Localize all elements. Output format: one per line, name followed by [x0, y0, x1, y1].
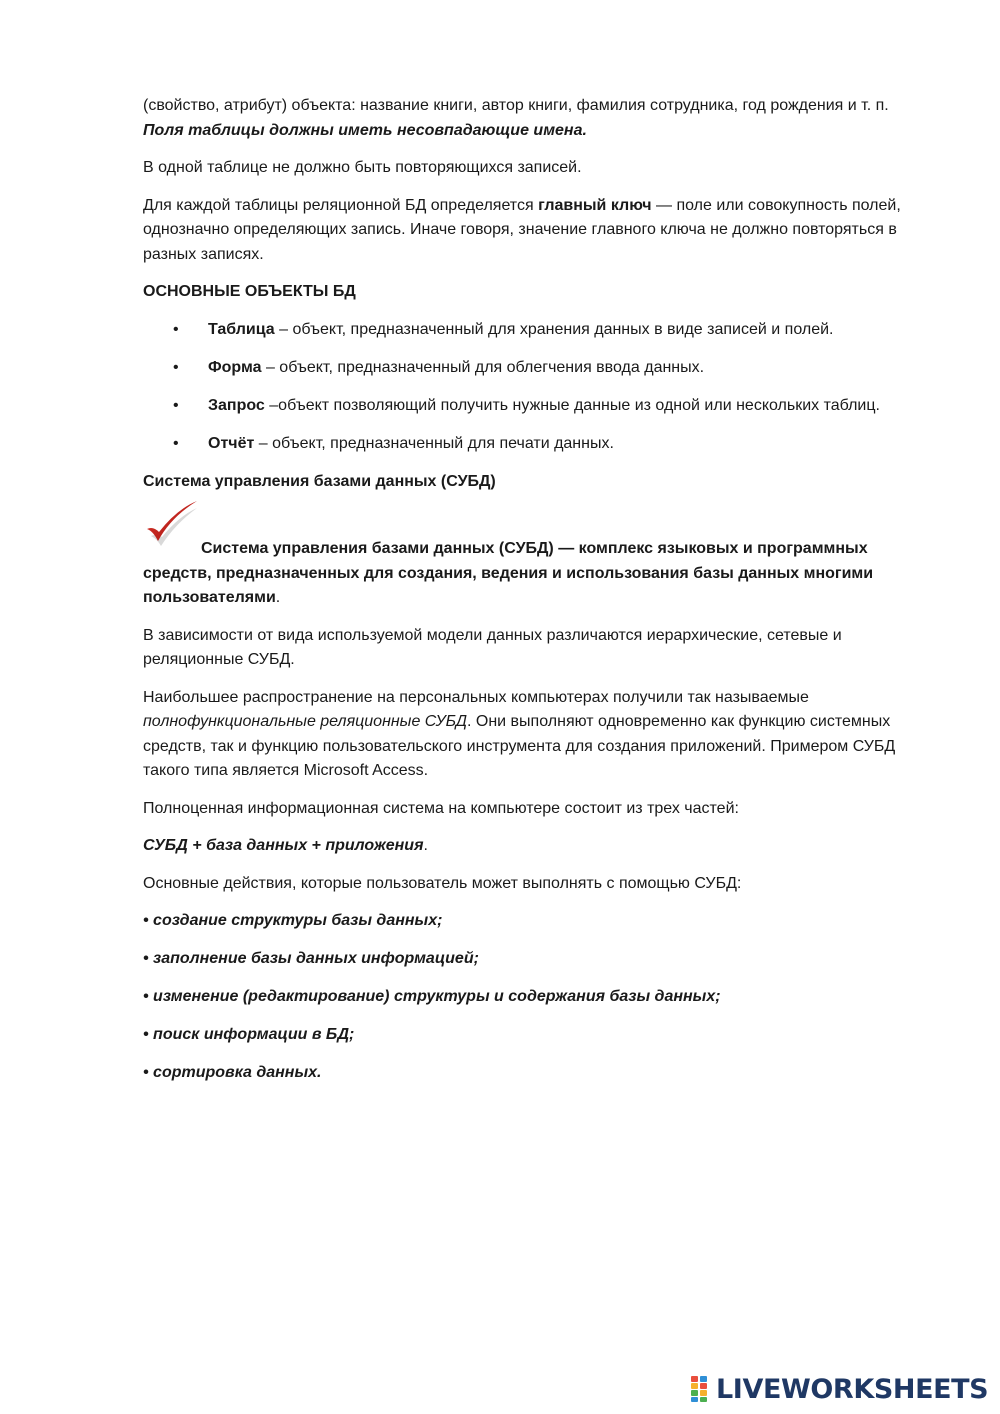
document-page [143, 94, 933, 1099]
bullet-icon: • [173, 396, 179, 414]
formula-text: СУБД + база данных + приложения [143, 837, 424, 854]
primary-key-term: главный ключ [538, 196, 652, 214]
intro-paragraph [143, 94, 933, 143]
object-term: Таблица [208, 320, 275, 338]
list-item: • поиск информации в БД; [143, 1026, 355, 1043]
popular-text-before: Наибольшее распространение на персональных компьютерах получили так называемые [143, 688, 809, 706]
no-duplicates-paragraph: В одной таблице не должно быть повторяющихся записей. [143, 159, 582, 176]
dbms-definition-end: . [275, 589, 281, 606]
list-item: • сортировка данных. [143, 1064, 322, 1081]
list-item [143, 356, 933, 381]
liveworksheets-logo-icon [691, 1376, 713, 1402]
formula-end: . [423, 837, 428, 854]
primary-key-text-after: — поле или совокупность полей, однозначно определяющих запись. Иначе говоря, значение главного ключа не должно повторяться в разных записях. [143, 196, 901, 263]
list-item: • изменение (редактирование) структуры и содержания базы данных; [143, 988, 721, 1005]
intro-text: (свойство, атрибут) объекта: название книги, автор книги, фамилия сотрудника, год рождения и т. п. [143, 97, 889, 114]
actions-intro-paragraph: Основные действия, которые пользователь может выполнять с помощью СУБД: [143, 874, 742, 892]
system-parts-paragraph: Полноценная информационная система на компьютере состоит из трех частей: [143, 799, 739, 817]
checkmark-icon [143, 499, 201, 547]
dbms-heading: Система управления базами данных (СУБД) [143, 472, 496, 490]
liveworksheets-logo[interactable] [691, 1373, 988, 1405]
dbms-types-paragraph: В зависимости от вида используемой модели данных различаются иерархические, сетевые и реляционные СУБД. [143, 626, 842, 668]
dbms-definition-block [143, 507, 933, 611]
list-item: • заполнение базы данных информацией; [143, 950, 479, 967]
object-term: Отчёт [208, 434, 255, 452]
primary-key-text-before: Для каждой таблицы реляционной БД определяется [143, 196, 539, 214]
object-term: Форма [208, 358, 262, 376]
liveworksheets-logo-text: LIVEWORKSHEETS [716, 1373, 989, 1405]
list-item [143, 394, 933, 419]
object-desc: – объект, предназначенный для хранения данных в виде записей и полей. [274, 320, 834, 338]
popular-italic-term: полнофункциональные реляционные СУБД [143, 713, 467, 730]
popular-dbms-paragraph [143, 686, 933, 784]
intro-emphasis: Поля таблицы должны иметь несовпадающие имена. [143, 121, 587, 139]
formula-paragraph [143, 834, 933, 859]
objects-heading: ОСНОВНЫЕ ОБЪЕКТЫ БД [143, 283, 356, 300]
object-term: Запрос [208, 396, 265, 414]
bullet-icon: • [173, 434, 179, 452]
object-desc: –объект позволяющий получить нужные данные из одной или нескольких таблиц. [264, 396, 880, 414]
object-desc: – объект, предназначенный для облегчения ввода данных. [261, 358, 705, 376]
bullet-icon: • [173, 358, 179, 376]
primary-key-paragraph [143, 194, 933, 268]
objects-list [143, 318, 933, 457]
popular-text-after: . Они выполняют одновременно как функцию системных средств, так и функцию пользовательского инструмента для создания приложений. Примером СУБД такого типа является Microsoft Access. [143, 713, 896, 779]
bullet-icon: • [173, 320, 179, 338]
dbms-definition-text: Система управления базами данных (СУБД) — комплекс языковых и программных средств, предназначенных для создания, ведения и использования базы данных многими пользователями [143, 540, 874, 606]
dbms-definition [143, 507, 933, 611]
list-item [143, 432, 933, 457]
list-item: • создание структуры базы данных; [143, 912, 443, 929]
list-item [143, 318, 933, 343]
object-desc: – объект, предназначенный для печати данных. [254, 434, 614, 452]
